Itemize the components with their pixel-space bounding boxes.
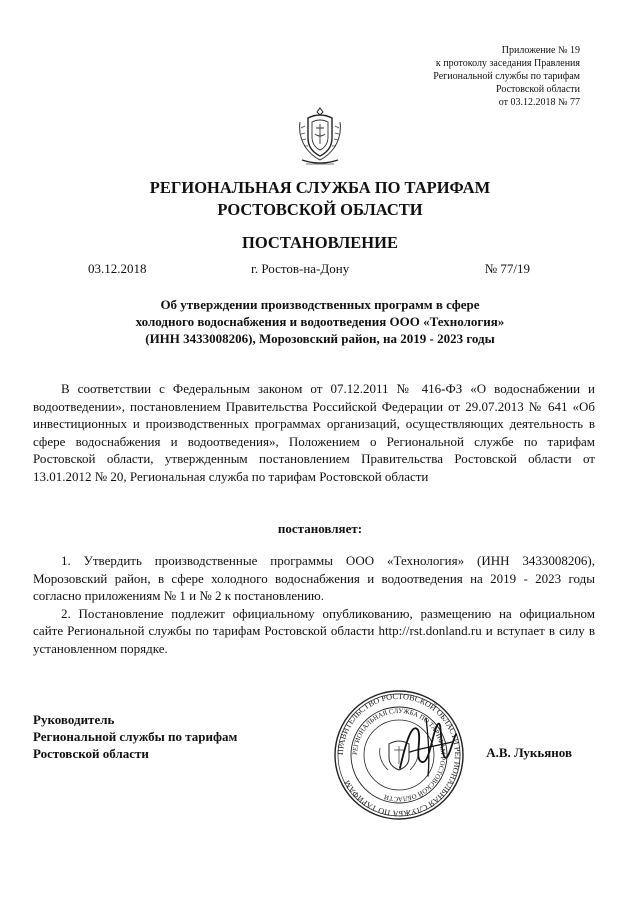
appendix-line: от 03.12.2018 № 77 — [498, 97, 580, 108]
decree-word: постановляет: — [277, 521, 363, 536]
subject-line: холодного водоснабжения и водоотведения ООО «Технология» — [135, 314, 505, 329]
appendix-line: Приложение № 19 — [501, 45, 580, 56]
document-city: г. Ростов-на-Дону — [251, 261, 350, 276]
preamble — [33, 380, 595, 485]
appendix-note — [433, 44, 580, 109]
signer-line: Ростовской области — [33, 746, 149, 761]
seal-inner-text: РЕГИОНАЛЬНАЯ СЛУЖБА ПО ТАРИФАМ РОСТОВСКОЙ ОБЛАСТИ — [351, 707, 447, 803]
agency-line: РОСТОВСКОЙ ОБЛАСТИ — [217, 200, 423, 219]
document-date: 03.12.2018 — [88, 261, 147, 276]
appendix-line: к протоколу заседания Правления — [435, 58, 580, 69]
decree-item: 2. Постановление подлежит официальному опубликованию, размещению на официальном сайте Региональной службы по тарифам Ростовской области http://rst.donland.ru и вступает в силу в установленном порядке. — [33, 605, 595, 656]
document-subject — [80, 296, 560, 347]
appendix-line: Региональной службы по тарифам — [433, 71, 580, 82]
subject-line: Об утверждении производственных программ в сфере — [160, 297, 480, 312]
coat-of-arms-icon — [296, 104, 344, 168]
document-number: № 77/19 — [484, 261, 530, 276]
signer-line: Руководитель — [33, 712, 115, 727]
agency-line: РЕГИОНАЛЬНАЯ СЛУЖБА ПО ТАРИФАМ — [149, 178, 491, 197]
appendix-line: Ростовской области — [496, 84, 580, 95]
signer-line: Региональной службы по тарифам — [33, 729, 238, 744]
signer-name: А.В. Лукьянов — [486, 745, 572, 760]
agency-name — [0, 177, 640, 221]
document-type: ПОСТАНОВЛЕНИЕ — [242, 233, 398, 252]
seal-outer-text: ПРАВИТЕЛЬСТВО РОСТОВСКОЙ ОБЛАСТИ РЕГИОНАЛЬНАЯ СЛУЖБА ПО ТАРИФАМ — [335, 691, 463, 819]
signer-position — [33, 711, 237, 762]
decree-items — [33, 552, 595, 657]
subject-line: (ИНН 3433008206), Морозовский район, на 2019 - 2023 годы — [145, 331, 495, 346]
decree-item: 1. Утвердить производственные программы ООО «Технология» (ИНН 3433008206), Морозовский район, в сфере холодного водоснабжения и водоотведения на 2019 - 2023 годы согласно приложениям № 1 и № 2 к постановлению. — [33, 553, 595, 603]
handwritten-signature — [392, 712, 464, 782]
preamble-paragraph: В соответствии с Федеральным законом от 07.12.2011 № 416-ФЗ «О водоснабжении и водоотведении», постановлением Правительства Российской Федерации от 29.07.2013 № 641 «Об инвестиционных и производственных программах организаций, осуществляющих деятельность в сфере водоснабжения и водоотведения», Положением о Региональной службе по тарифам Ростовской области, утвержденным постановлением Правительства Ростовской области от 13.01.2012 № 20, Региональная служба по тарифам Ростовской области — [33, 381, 595, 484]
